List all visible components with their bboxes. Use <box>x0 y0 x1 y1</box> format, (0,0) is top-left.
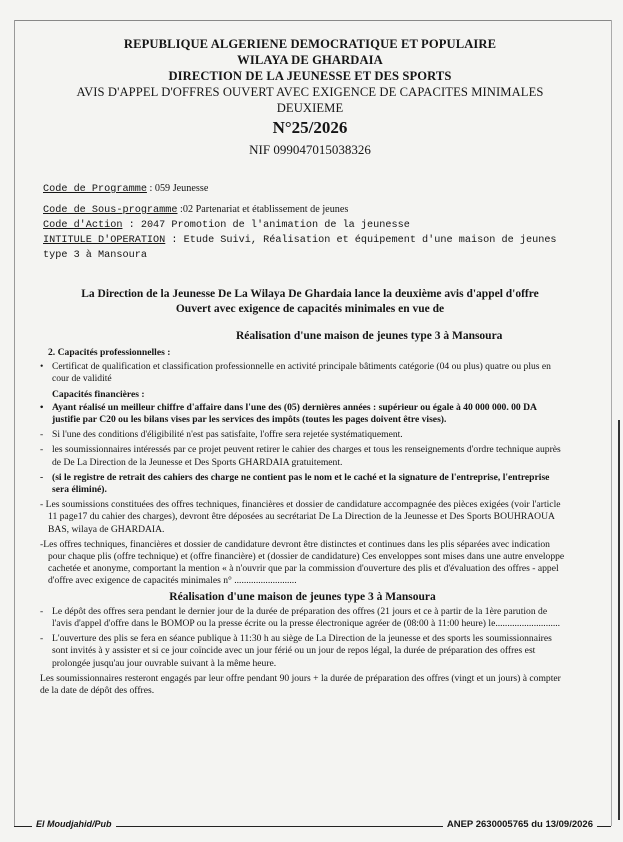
code-programme-value: : 059 Jeunesse <box>146 183 209 194</box>
code-sous-programme <box>43 203 565 218</box>
notice-body <box>40 346 565 697</box>
code-action-value: : 2047 Promotion de l'animation de la jeunesse <box>122 220 410 231</box>
bullet-dash-icon: - <box>40 429 44 441</box>
code-sous-programme-value: :02 Partenariat et établissement de jeunes <box>177 204 349 215</box>
footer-bar <box>14 819 611 833</box>
header-wilaya: WILAYA DE GHARDAIA <box>237 53 383 67</box>
depot-text: Le dépôt des offres sera pendant le dernier jour de la durée de préparation des offres (21 jours et ce à partir de la 1ère parution de l'avis d'appel d'offre dans le BOMOP ou la presse écrite ou la presse électronique agréer de (08:00 à 11:00 heure) le........................... <box>52 605 561 630</box>
adjacent-column-edge <box>618 420 623 820</box>
engages-paragraph: Les soumissionnaires resteront engagés par leur offre pendant 90 jours + la durée de préparation des offres (vingt et un jours) à compter de la date de dépôt des offres. <box>40 672 561 697</box>
project-title: Réalisation d'une maison de jeunes type 3 à Mansoura <box>236 330 503 342</box>
ouverture-item <box>40 633 565 670</box>
eligibility-text: Si l'une des conditions d'éligibilité n'est pas satisfaite, l'offre sera rejetée systématiquement. <box>52 429 403 441</box>
bullet-dash-icon: - <box>40 605 44 617</box>
soumissions-paragraph: - Les soumissions constituées des offres techniques, financières et dossier de candidature accompagnée des pièces exigées (voir l'article 11 page17 du cahier des charges), devront être déposées au secrétariat De La Direction de la Jeunesse et Des Sports BOUHRAOUA BAS, wilaya de GHARDAIA. <box>40 499 561 535</box>
frame-left-border <box>14 20 15 826</box>
cap-fin-text: Ayant réalisé un meilleur chiffre d'affaire dans l'une des (05) dernières années : supérieur ou égale à 40 000 000. 00 DA justifie par C20 ou les bilans vises par les services des impôts (toutes les pages doivent être vises). <box>52 401 537 426</box>
intitule-operation <box>43 233 565 263</box>
code-programme <box>43 182 565 197</box>
ouverture-text: L'ouverture des plis se fera en séance publique à 11:30 h au siège de La Direction de la jeunesse et des sports les soumissionnaires sont invités à y assister et si ce jour coïncide avec un jour férié ou un jour de repos légal, la durée de préparation des offres est prolongée jusqu'au jour ouvrable suivant à la même heure. <box>52 633 552 669</box>
footer-anep-ref: ANEP 2630005765 du 13/09/2026 <box>443 819 597 830</box>
header-avis: AVIS D'APPEL D'OFFRES OUVERT AVEC EXIGENCE DE CAPACITES MINIMALES <box>76 85 544 99</box>
bullet-dash-icon: - <box>40 633 44 645</box>
cap-pro-text: Certificat de qualification et classification professionnelle en activité principale bâtiments catégorie (04 ou plus) quatre ou plus en cour de validité <box>52 361 551 385</box>
budget-codes <box>43 182 565 263</box>
soumissions-text: Les soumissions constituées des offres techniques, financières et dossier de candidature accompagnée des pièces exigées (voir l'article 11 page17 du cahier des charges), devront être déposées au secrétariat De La Direction de la Jeunesse et Des Sports BOUHRAOUA BAS, wilaya de GHARDAIA. <box>45 499 561 535</box>
intitule-label: INTITULE D'OPERATION <box>43 235 166 246</box>
frame-right-border <box>611 20 612 826</box>
cap-fin-title: Capacités financières : <box>52 388 145 400</box>
eligibility-item <box>40 429 565 441</box>
code-action-label: Code d'Action <box>43 220 123 231</box>
code-action <box>43 218 565 233</box>
cap-fin-item <box>40 402 565 426</box>
bullet-dot-icon: • <box>40 361 44 373</box>
bullet-dot-icon: • <box>40 401 44 413</box>
depot-item <box>40 606 565 630</box>
intitule-value: : Etude Suivi, Réalisation et équipement d'une maison de jeunes type 3 à Mansoura <box>43 235 557 261</box>
header-republic: REPUBLIQUE ALGERIENE DEMOCRATIQUE ET POPULAIRE <box>123 37 497 51</box>
footer-publisher: El Moudjahid/Pub <box>32 819 116 829</box>
intro-line-2: Ouvert avec exigence de capacités minimales en vue de <box>175 303 445 315</box>
notice-number: N°25/2026 <box>272 118 348 137</box>
registre-text: (si le registre de retrait des cahiers des charge ne contient pas le nom et le caché et la signature de l'entreprise, l'entreprise sera éliminé). <box>52 471 550 496</box>
frame-top-border <box>14 20 611 21</box>
nif-number: NIF 099047015038326 <box>249 142 371 157</box>
cap-pro-title: 2. Capacités professionnelles : <box>48 347 171 358</box>
header-deuxieme: DEUXIEME <box>276 101 344 115</box>
registre-item <box>40 472 565 496</box>
bullet-dash-icon: - <box>40 471 44 483</box>
offres-text: Les offres techniques, financières et dossier de candidature devront être distinctes et continues dans les plis séparées avec indication pour chaque plis (offre technique) et (offre financière) et (dossier de candidature) Ces enveloppes sont mises dans une autre enveloppe cachetée et anonyme, comportant la mention « à n'ouvrir que par la commission d'ouverture des plis et d'évaluation des offres - appel d'offre avec exigence de capacités minimales n° .......................... <box>43 538 565 587</box>
header-direction: DIRECTION DE LA JEUNESSE ET DES SPORTS <box>168 69 452 83</box>
retrait-text: les soumissionnaires intéressés par ce projet peuvent retirer le cahier des charges et tous les renseignements d'ordre technique auprès de De La Direction de la Jeunesse et Des Sports GHARDAIA gratuitement. <box>52 444 561 468</box>
intro-paragraph <box>30 287 590 317</box>
retrait-item <box>40 444 565 468</box>
cap-pro-item <box>40 361 565 385</box>
intro-line-1: La Direction de la Jeunesse De La Wilaya De Ghardaia lance la deuxième avis d'appel d'offre <box>81 288 539 300</box>
project-title-2: Réalisation d'une maison de jeunes type 3 à Mansoura <box>169 590 436 603</box>
code-sous-programme-label: Code de Sous-programme <box>43 205 178 216</box>
notice-header <box>30 36 590 159</box>
bullet-dash-icon: - <box>40 444 44 456</box>
offres-paragraph: -Les offres techniques, financières et dossier de candidature devront être distinctes et continues dans les plis séparées avec indication pour chaque plis (offre technique) et (offre financière) et (dossier de candidature) Ces enveloppes sont mises dans une autre enveloppe cachetée et anonyme, comportant la mention « à n'ouvrir que par la commission d'ouverture des plis et d'évaluation des offres - appel d'offre avec exigence de capacités minimales n° .......................... <box>40 538 565 587</box>
code-programme-label: Code de Programme <box>43 184 147 195</box>
